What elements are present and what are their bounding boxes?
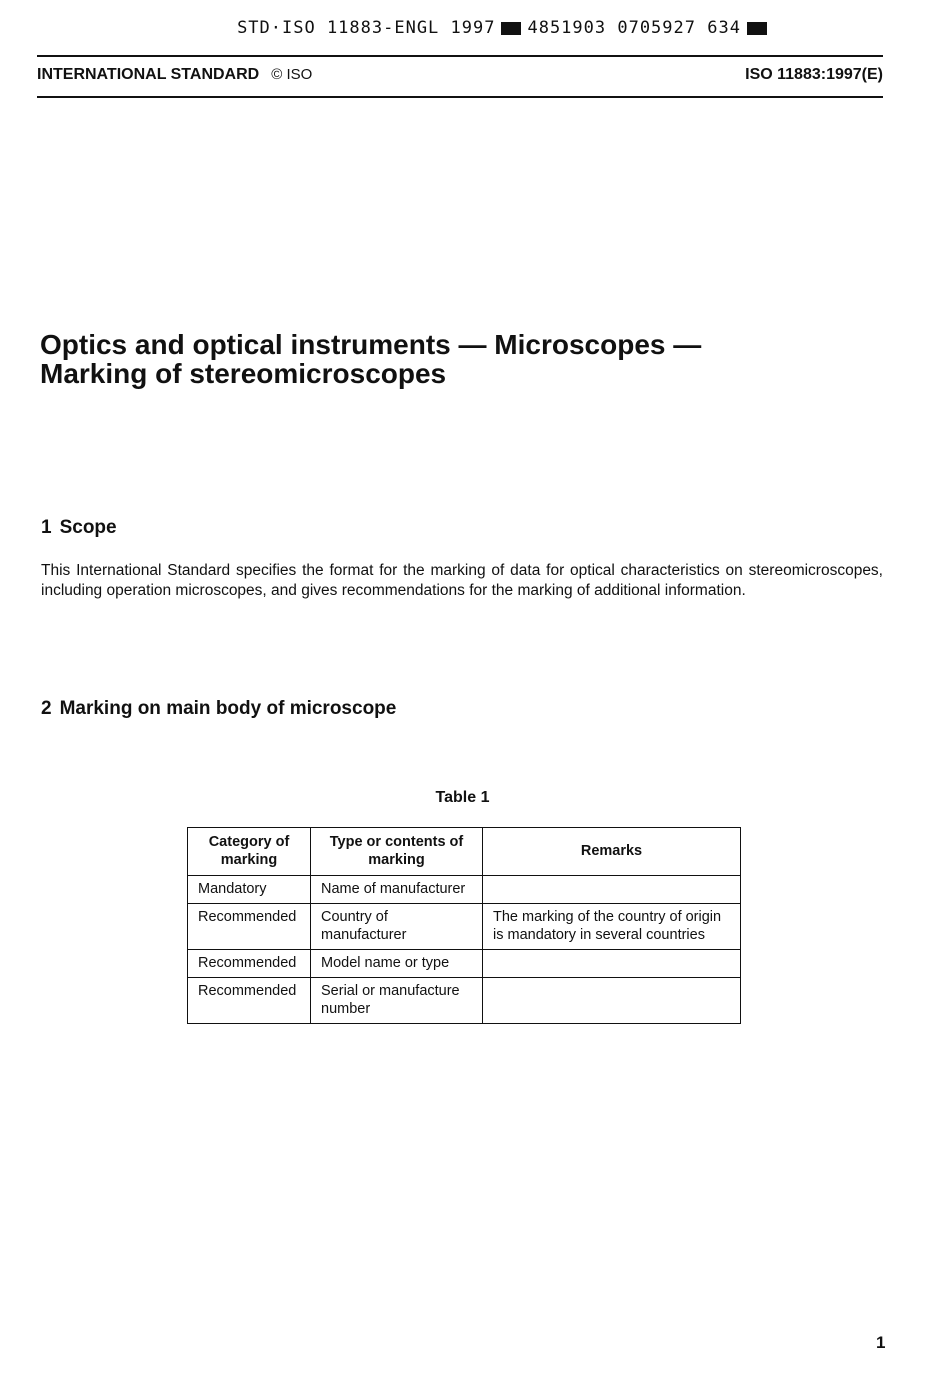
header-copyright: © ISO xyxy=(271,66,313,83)
column-header-remarks: Remarks xyxy=(483,828,741,876)
header-left xyxy=(37,66,312,84)
table-row xyxy=(188,978,741,1024)
table-cell-type: Country of manufacturer xyxy=(311,904,483,950)
document-stamp xyxy=(0,18,950,38)
table-caption: Table 1 xyxy=(435,789,490,806)
table-cell-remarks: The marking of the country of origin is mandatory in several countries xyxy=(483,904,741,950)
table-cell-remarks xyxy=(483,876,741,904)
table-row xyxy=(188,876,741,904)
section-number: 1 xyxy=(41,517,52,538)
stamp-number: 4851903 0705927 634 xyxy=(527,18,741,38)
table-cell-type: Model name or type xyxy=(311,950,483,978)
table-cell-type: Name of manufacturer xyxy=(311,876,483,904)
column-header-category: Category of marking xyxy=(188,828,311,876)
header-standard-label: INTERNATIONAL STANDARD xyxy=(37,66,260,83)
stamp-block-mark xyxy=(747,22,767,35)
section-title: Scope xyxy=(59,517,117,538)
header-top-rule xyxy=(37,55,883,57)
stamp-code: STD·ISO 11883-ENGL 1997 xyxy=(237,18,496,38)
table-row xyxy=(188,904,741,950)
running-header xyxy=(37,66,883,88)
table-cell-category: Recommended xyxy=(188,978,311,1024)
column-header-type: Type or contents of marking xyxy=(311,828,483,876)
section-title: Marking on main body of microscope xyxy=(59,698,397,719)
table-cell-category: Recommended xyxy=(188,950,311,978)
table-cell-remarks xyxy=(483,950,741,978)
section-heading-scope xyxy=(41,517,117,539)
document-title xyxy=(40,330,890,388)
section-number: 2 xyxy=(41,698,52,719)
header-document-id: ISO 11883:1997(E) xyxy=(745,66,883,83)
scope-paragraph: This International Standard specifies the format for the marking of data for optical characteristics on stereomicroscopes, including operation microscopes, and gives recommendations for the marking of additional information. xyxy=(41,562,883,599)
header-bottom-rule xyxy=(37,96,883,98)
title-line-1: Optics and optical instruments — Microscopes — xyxy=(40,329,702,360)
table-cell-type: Serial or manufacture number xyxy=(311,978,483,1024)
title-line-2: Marking of stereomicroscopes xyxy=(40,358,447,389)
table-cell-category: Recommended xyxy=(188,904,311,950)
table-cell-category: Mandatory xyxy=(188,876,311,904)
stamp-block-mark xyxy=(501,22,521,35)
table-header-row xyxy=(188,828,741,876)
marking-table xyxy=(187,827,741,1024)
section-heading-marking xyxy=(41,698,396,720)
page-number: 1 xyxy=(876,1333,886,1352)
table-cell-remarks xyxy=(483,978,741,1024)
table-row xyxy=(188,950,741,978)
